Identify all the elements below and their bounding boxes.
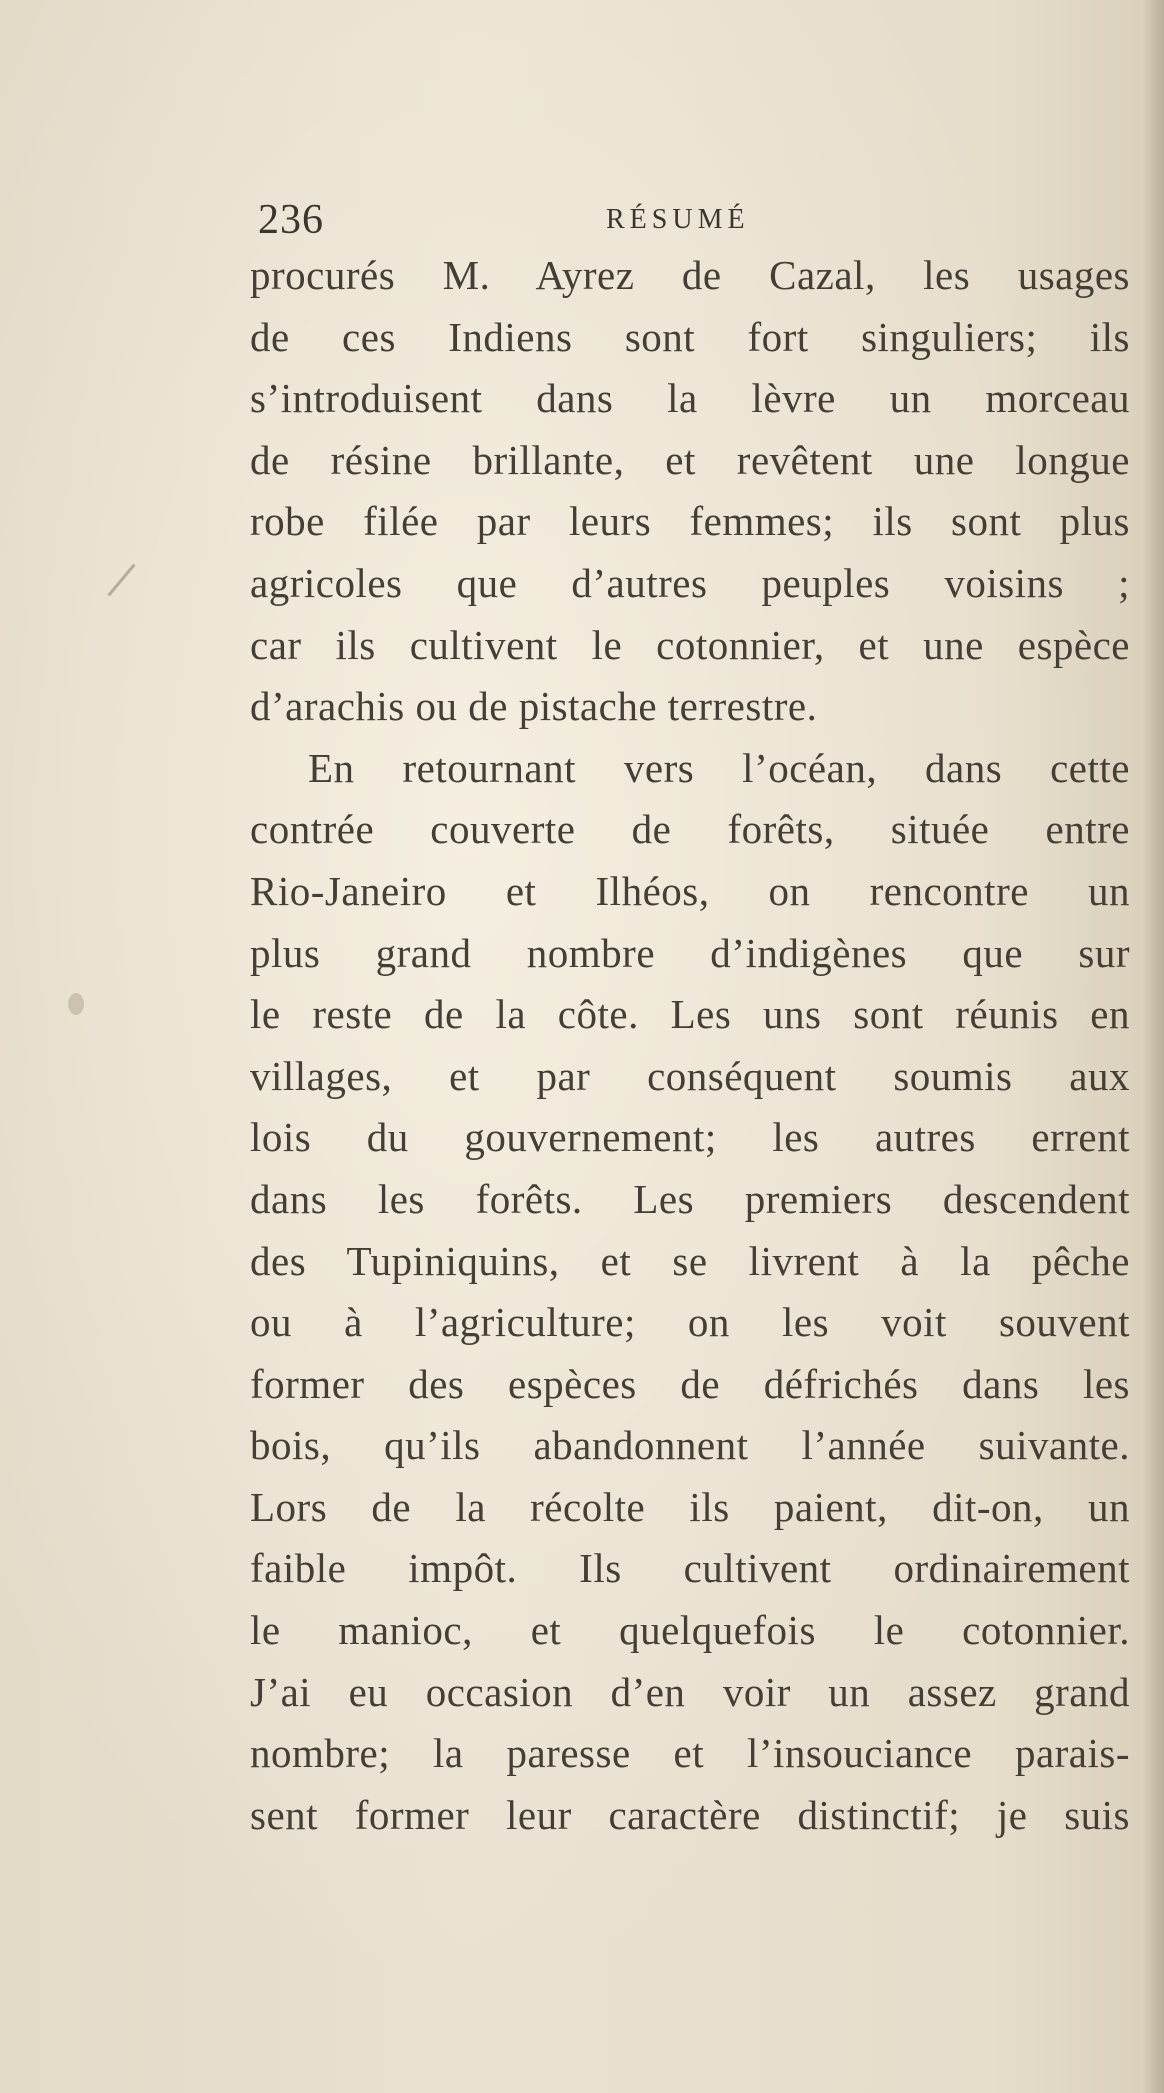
running-head [258, 196, 1098, 246]
text-line: agricoles que d’autres peuples voisins ; [250, 559, 1130, 606]
text-line: J’ai eu occasion d’en voir un assez grand [250, 1668, 1130, 1715]
text-line: contrée couverte de forêts, située entre [250, 806, 1130, 853]
text-line: former des espèces de défrichés dans les [250, 1360, 1130, 1407]
body-text [250, 245, 1130, 1846]
text-line: le manioc, et quelquefois le cotonnier. [250, 1607, 1130, 1654]
text-line: sent former leur caractère distinctif; je suis [250, 1791, 1130, 1838]
text-line: de ces Indiens sont fort singuliers; ils [250, 313, 1130, 360]
text-line: faible impôt. Ils cultivent ordinairement [250, 1545, 1130, 1592]
paragraph-first-line: En retournant vers l’océan, dans cette [308, 744, 1130, 791]
text-line: s’introduisent dans la lèvre un morceau [250, 375, 1130, 422]
text-line: Rio-Janeiro et Ilhéos, on rencontre un [250, 867, 1130, 914]
pencil-mark [107, 564, 135, 597]
text-line: Lors de la récolte ils paient, dit-on, un [250, 1483, 1130, 1530]
text-line: lois du gouvernement; les autres errent [250, 1114, 1130, 1161]
text-line: villages, et par conséquent soumis aux [250, 1052, 1130, 1099]
paper-stain [68, 993, 84, 1015]
page-number: 236 [258, 197, 324, 243]
text-line: car ils cultivent le cotonnier, et une espèce [250, 621, 1130, 668]
text-line: des Tupiniquins, et se livrent à la pêche [250, 1237, 1130, 1284]
text-line: plus grand nombre d’indigènes que sur [250, 929, 1130, 976]
text-line: procurés M. Ayrez de Cazal, les usages [250, 252, 1130, 298]
text-line: bois, qu’ils abandonnent l’année suivante. [250, 1422, 1130, 1469]
text-line: dans les forêts. Les premiers descendent [250, 1175, 1130, 1222]
running-title: RÉSUMÉ [606, 204, 750, 235]
paragraph-end-line: d’arachis ou de pistache terrestre. [250, 683, 818, 730]
page-edge-shadow [1142, 0, 1164, 2093]
text-line: de résine brillante, et revêtent une longue [250, 436, 1130, 483]
text-line: le reste de la côte. Les uns sont réunis en [250, 991, 1130, 1038]
text-line: robe filée par leurs femmes; ils sont plus [250, 498, 1130, 545]
text-line: ou à l’agriculture; on les voit souvent [250, 1299, 1130, 1346]
text-line: nombre; la paresse et l’insouciance parais- [250, 1730, 1130, 1777]
